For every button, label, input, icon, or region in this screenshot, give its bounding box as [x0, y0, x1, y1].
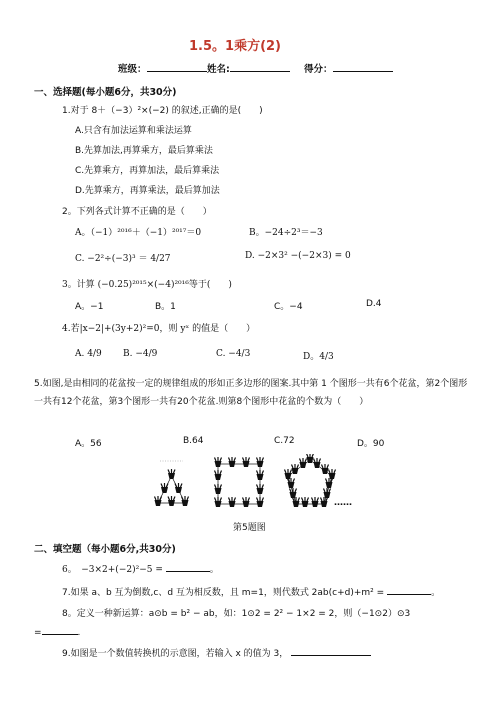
q5-option-c: C.72 [274, 436, 295, 446]
section2-heading: 二、填空题（每小题6分,共30分) [34, 544, 176, 555]
q5-option-b: B.64 [183, 436, 204, 446]
q4-option-b: B. −4/9 [123, 349, 158, 359]
name-field [207, 61, 290, 75]
q1-stem: 1.对于 8＋（−3）²×(−2) 的叙述,正确的是( ) [62, 106, 263, 116]
q1-option-b: B.先算加法,再算乘方，最后算乘法 [75, 146, 213, 156]
pattern-2-square [215, 457, 264, 507]
q2-stem: 2。下列各式计算不正确的是（ ） [62, 207, 212, 217]
page-title: 1.5。1乘方(2) [189, 39, 282, 54]
q4-option-d: D。4/3 [303, 352, 334, 362]
q2-option-c: C. −2²÷(−3)³ ＝ 4/27 [75, 254, 171, 264]
q6-end: 。 [209, 565, 219, 575]
q3-option-d: D.4 [366, 299, 382, 309]
q3-option-a: A。−1 [75, 302, 104, 312]
q9 [62, 646, 371, 659]
q9-text: 9.如图是一个数值转换机的示意图，若输入 x 的值为 3， [62, 649, 289, 659]
q5-figure [140, 454, 390, 514]
class-field [118, 61, 207, 75]
q6-answer-blank[interactable] [166, 563, 210, 572]
q2-option-b: B。−24÷2³＝−3 [249, 228, 323, 238]
pattern-1-triangle [155, 461, 189, 506]
q8-end: . [77, 628, 81, 638]
q1-option-d: D.先算乘方，再算乘法，最后算加法 [75, 186, 220, 196]
name-blank [230, 62, 290, 72]
q5-figure-caption: 第5题图 [233, 523, 266, 533]
q6-text: 6。 −3×2+(−2)²−5 = [62, 565, 163, 575]
q6 [62, 562, 219, 575]
q5-option-a: A。56 [75, 439, 102, 449]
q8-text: 8。定义一种新运算：a⊙b = b² − ab，如：1⊙2 = 2² − 1×2 = 2，则（−1⊙2）⊙3 [62, 609, 411, 619]
q3-option-c: C。−4 [274, 302, 303, 312]
class-label: 班级： [118, 64, 147, 75]
section1-heading: 一、选择题(每小题6分，共30分) [34, 87, 177, 98]
q4-option-a: A. 4/9 [75, 349, 102, 359]
q4-stem: 4.若|x−2|+(3y+2)²=0，则 yˣ 的值是（ ） [62, 324, 256, 334]
q8-line2 [34, 626, 80, 638]
score-field [304, 61, 393, 75]
q2-option-d: D. −2×3² −(−2×3) = 0 [245, 251, 351, 261]
score-label: 得分： [304, 64, 333, 75]
q1-option-a: A.只含有加法运算和乘法运算 [75, 126, 192, 136]
q5-figure-ellipsis: …… [334, 498, 352, 508]
q2-option-a: A。（−1）²⁰¹⁶＋（−1）²⁰¹⁷＝0 [75, 228, 202, 238]
class-blank [147, 62, 207, 72]
q7-end: 。 [431, 588, 441, 598]
q8 [62, 606, 410, 619]
q5-text: 5.如图,是由相同的花盆按一定的规律组成的形如正多边形的图案.其中第 1 个图形一共有6个花盆，第2个图形一共有12个花盆，第3个图形一共有20个花盆.则第8个图形中花盆的个数为（ ） [34, 379, 468, 407]
name-label: 姓名: [207, 64, 230, 75]
q1-option-c: C.先算乘方，再算加法，最后算乘法 [75, 166, 220, 176]
q3-stem: 3。计算 (−0.25)²⁰¹⁵×(−4)²⁰¹⁶等于( ) [62, 280, 232, 290]
q8-answer-blank[interactable] [42, 626, 78, 635]
q4-option-c: C. −4/3 [216, 349, 251, 359]
q8-equals: = [34, 628, 42, 638]
q9-answer-blank[interactable] [291, 646, 371, 656]
q7 [62, 585, 440, 598]
q5-option-d: D。90 [357, 439, 385, 449]
q7-text: 7.如果 a、b 互为倒数,c、d 互为相反数，且 m=1，则代数式 2ab(c+d)+m² = [62, 588, 385, 598]
q7-answer-blank[interactable] [387, 586, 431, 595]
pattern-3-pentagon [285, 454, 336, 507]
q3-option-b: B。1 [155, 302, 176, 312]
score-blank [333, 62, 393, 72]
